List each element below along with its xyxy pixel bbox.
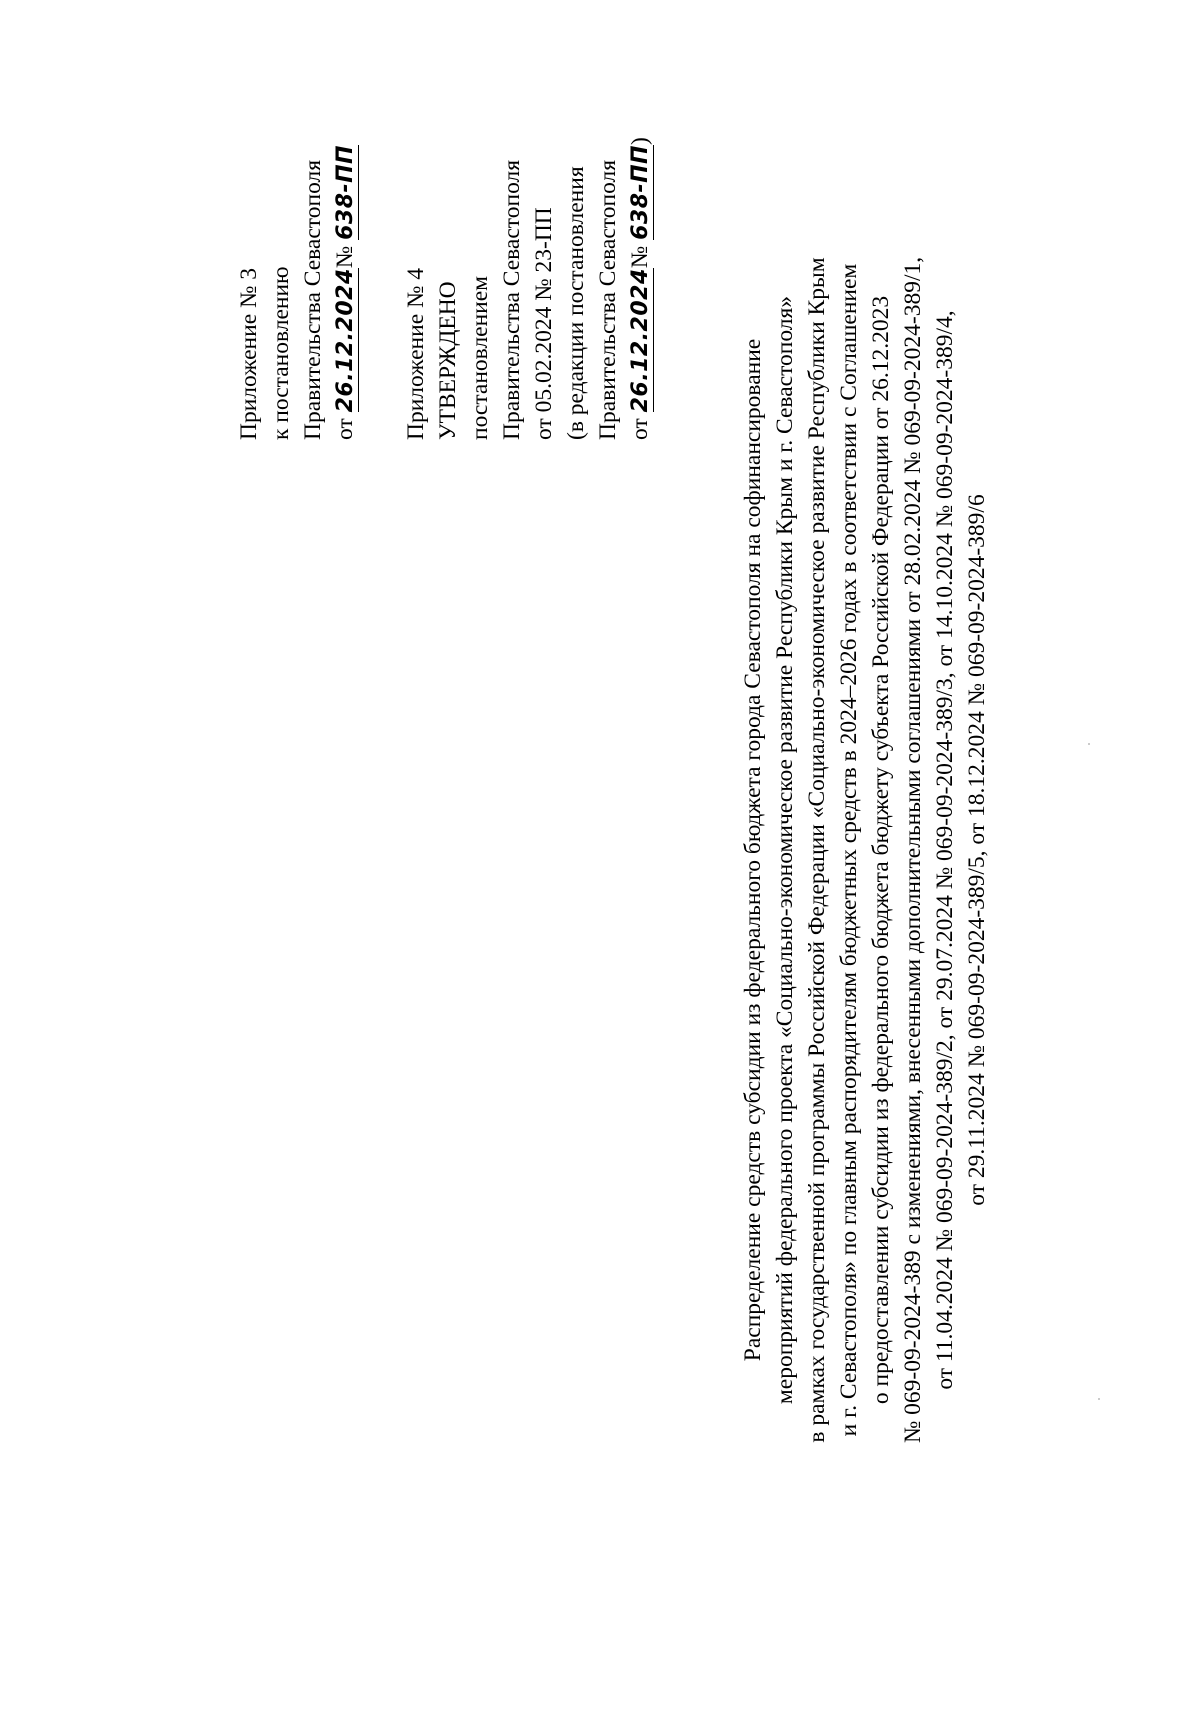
title-line: мероприятий федерального проекта «Социально-экономическое развитие Республики Крым и г. Севастополя» xyxy=(772,295,798,1405)
approved-by-label: постановлением xyxy=(467,275,493,440)
title-line: № 069-09-2024-389 с изменениями, внесенными дополнительными соглашениями от 28.02.2024 № 069-09-2024-389/1, xyxy=(900,256,926,1444)
handwritten-date: 26.12.2024 xyxy=(333,268,358,413)
scan-speck xyxy=(1088,743,1090,745)
document-title xyxy=(737,140,993,1560)
handwritten-number: 638-ПП xyxy=(333,145,358,240)
appendix-3-header xyxy=(233,145,361,440)
original-resolution: от 05.02.2024 № 23-ПП xyxy=(531,207,557,440)
title-line: о предоставлении субсидии из федерального бюджета бюджету субъекта Российской Федерации от 26.12.2023 xyxy=(868,295,894,1405)
issuing-authority: Правительства Севастополя xyxy=(300,159,326,440)
appendix-3-label: Приложение № 3 xyxy=(236,267,262,440)
number-sign: № xyxy=(332,245,358,269)
title-line: от 29.11.2024 № 069-09-2024-389/5, от 18.12.2024 № 069-09-2024-389/6 xyxy=(964,494,990,1206)
title-line: и г. Севастополя» по главным распорядителям бюджетных средств в 2024–2026 годах в соответствии с Соглашением xyxy=(836,263,862,1437)
scan-speck xyxy=(1098,1398,1100,1400)
resolution-date-number xyxy=(329,145,361,440)
title-line: Распределение средств субсидии из федерального бюджета города Севастополя на софинансирование xyxy=(740,338,766,1362)
appendix-4-label: Приложение № 4 xyxy=(403,267,429,440)
from-prefix: от xyxy=(332,418,358,440)
appendix-4-header xyxy=(400,137,656,440)
handwritten-date: 26.12.2024 xyxy=(628,268,653,413)
resolution-reference: к постановлению xyxy=(268,266,294,440)
title-line: в рамках государственной программы Российской Федерации «Социально-экономическое развитие Республики Крым xyxy=(804,257,830,1443)
edition-authority: Правительства Севастополя xyxy=(595,159,621,440)
issuing-authority: Правительства Севастополя xyxy=(499,159,525,440)
approved-label: УТВЕРЖДЕНО xyxy=(435,281,461,440)
number-sign: № xyxy=(627,245,653,269)
title-line: от 11.04.2024 № 069-09-2024-389/2, от 29.07.2024 № 069-09-2024-389/3, от 14.10.2024 № 069-09-2024-389/4, xyxy=(932,310,958,1390)
closing-parenthesis: ) xyxy=(627,137,653,146)
edition-note: (в редакции постановления xyxy=(563,166,589,440)
from-prefix: от xyxy=(627,418,653,440)
edition-date-number xyxy=(624,137,656,440)
handwritten-number: 638-ПП xyxy=(628,145,653,240)
